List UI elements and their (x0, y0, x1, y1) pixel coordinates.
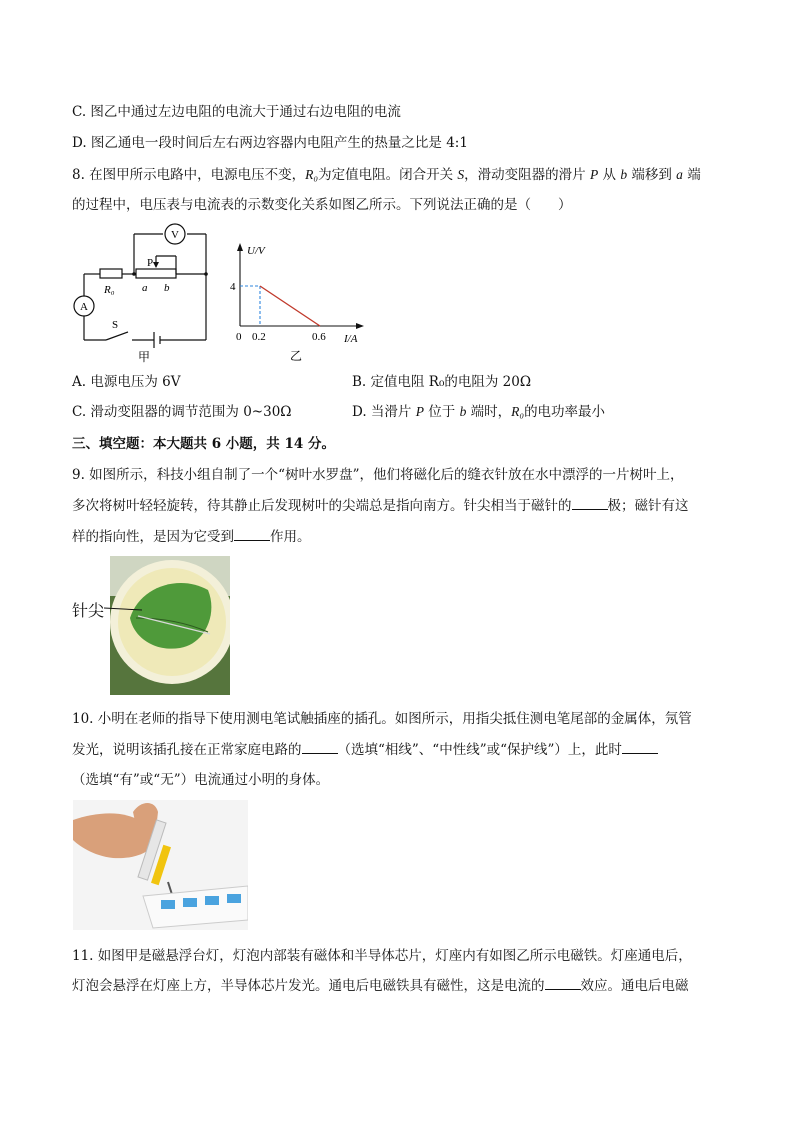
q8-option-d: D. 当滑片 P 位于 b 端时，R₀的电功率最小 (352, 404, 606, 420)
q10-blank-1[interactable] (302, 741, 338, 754)
origin-label: 0 (236, 331, 242, 343)
q11-line2: 灯泡会悬浮在灯座上方，半导体芯片发光。通电后电磁铁具有磁性，这是电流的 效应。通电后电磁 (72, 978, 689, 994)
switch-label: S (112, 319, 119, 331)
y-tick-4: 4 (230, 281, 236, 293)
x-axis-label: I/A (344, 333, 358, 345)
q9-line1: 9. 如图所示，科技小组自制了一个“树叶水罗盘”，他们将磁化后的缝衣针放在水中漂浮的一片树叶上， (72, 467, 684, 483)
circuit-diagram (70, 222, 220, 364)
test-pen-photo (73, 800, 248, 930)
x-tick-0-2: 0.2 (252, 331, 266, 343)
leaf-compass-photo (110, 556, 230, 695)
slider-label: P (147, 257, 154, 269)
q11-blank-1[interactable] (545, 977, 581, 990)
q8-stem-line1: 8. 在图甲所示电路中，电源电压不变，R₀为定值电阻。闭合开关 S，滑动变阻器的滑片 P 从 b 端移到 a 端 (72, 167, 701, 183)
q9-line2: 多次将树叶轻轻旋转，待其静止后发现树叶的尖端总是指向南方。针尖相当于磁针的 极；磁针有这 (72, 498, 689, 514)
needle-pointer-line (104, 604, 144, 614)
caption-yi: 乙 (290, 349, 303, 363)
q9-line3: 样的指向性，是因为它受到 作用。 (72, 529, 311, 545)
q7-option-d: D. 图乙通电一段时间后左右两边容器内电阻产生的热量之比是 4:1 (72, 135, 468, 151)
r0-symbol: R₀ (305, 167, 319, 182)
section-3-heading: 三、填空题：本大题共 6 小题，共 14 分。 (72, 436, 335, 452)
q8-option-b: B. 定值电阻 R₀的电阻为 20Ω (352, 374, 532, 390)
needle-tip-label: 针尖 (72, 601, 105, 620)
q11-line1: 11. 如图甲是磁悬浮台灯，灯泡内部装有磁体和半导体芯片，灯座内有如图乙所示电磁铁。灯座通电后， (72, 948, 692, 964)
q10-line1: 10. 小明在老师的指导下使用测电笔试触插座的插孔。如图所示，用指尖抵住测电笔尾部的金属体，氖管 (72, 711, 692, 727)
caption-jia: 甲 (138, 350, 151, 364)
q10-line2: 发光，说明该插孔接在正常家庭电路的 （选填“相线”、“中性线”或“保护线”）上，此时 (72, 741, 658, 759)
q7-option-c: C. 图乙中通过左边电阻的电流大于通过右边电阻的电流 (72, 104, 401, 120)
q8-option-c: C. 滑动变阻器的调节范围为 0~30Ω (72, 404, 292, 420)
y-axis-label: U/V (247, 245, 265, 257)
end-b-label: b (164, 282, 170, 294)
r0-label: R₀ (104, 284, 115, 296)
ammeter-label: A (80, 301, 88, 313)
q10-line3: （选填“有”或“无”）电流通过小明的身体。 (72, 772, 330, 788)
q9-blank-1[interactable] (572, 497, 608, 510)
end-a-label: a (142, 282, 148, 294)
u-i-graph (222, 240, 372, 364)
q9-blank-2[interactable] (234, 528, 270, 541)
x-tick-0-6: 0.6 (312, 331, 326, 343)
voltmeter-label: V (171, 229, 179, 241)
q8-option-a: A. 电源电压为 6V (72, 374, 181, 390)
q10-blank-2[interactable] (622, 741, 658, 754)
q8-stem-line2: 的过程中，电压表与电流表的示数变化关系如图乙所示。下列说法正确的是（ ） (72, 197, 572, 213)
u-i-line (260, 286, 320, 326)
